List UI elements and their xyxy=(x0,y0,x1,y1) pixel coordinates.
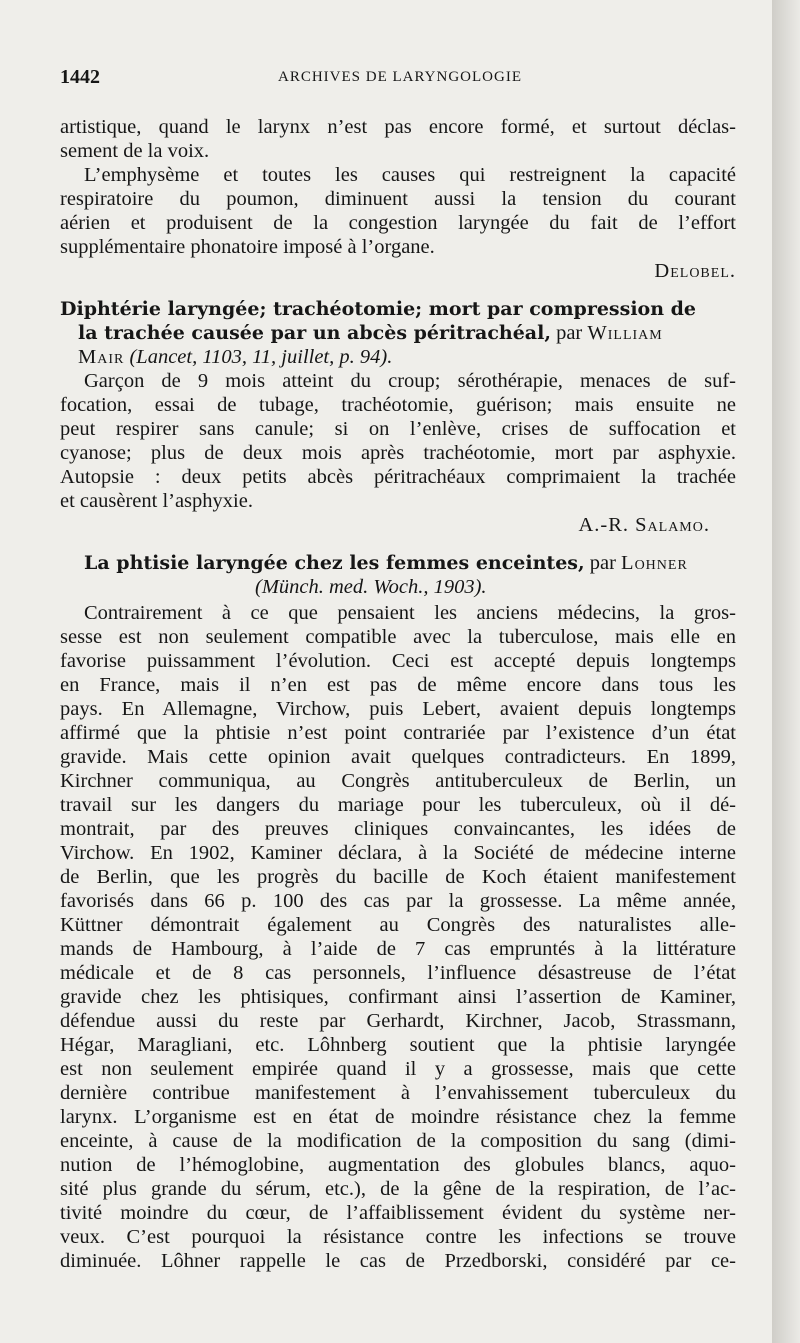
page-header xyxy=(60,66,740,94)
text-line: montrait, par des preuves cliniques convaincantes, les idées de xyxy=(60,818,736,840)
text-line: cyanose; plus de deux mois après trachéotomie, mort par asphyxie. xyxy=(60,442,736,464)
text-line: médicale et de 8 cas personnels, l’influence désastreuse de l’état xyxy=(60,962,736,984)
text-line: défendue aussi du reste par Gerhardt, Kirchner, Jacob, Strassmann, xyxy=(60,1010,736,1032)
text-line: diminuée. Lôhner rappelle le cas de Przedborski, considéré par ce- xyxy=(60,1250,736,1272)
text-line: peut respirer sans canule; si on l’enlève, crises de suffocation et xyxy=(60,418,736,440)
signature-delobel: Delobel. xyxy=(654,260,736,282)
text-line: respiratoire du poumon, diminuent aussi la tension du courant xyxy=(60,188,736,210)
text-line: en France, mais il n’en est pas de même encore dans tous les xyxy=(60,674,736,696)
text-line: tivité moindre du cœur, de l’affaiblissement évident du système ner- xyxy=(60,1202,736,1224)
text-line: supplémentaire phonatoire imposé à l’organe. xyxy=(60,236,435,258)
text-line: Küttner démontrait également au Congrès des naturalistes alle- xyxy=(60,914,736,936)
text-line: Autopsie : deux petits abcès péritrachéaux comprimaient la trachée xyxy=(60,466,736,488)
text-line: Virchow. En 1902, Kaminer déclara, à la Société de médecine interne xyxy=(60,842,736,864)
page-number: 1442 xyxy=(60,66,100,88)
text-line: larynx. L’organisme est en état de moindre résistance chez la femme xyxy=(60,1106,736,1128)
page-edge xyxy=(772,0,800,1343)
signature-salamo: A.-R. Salamo. xyxy=(578,514,710,536)
text-line: dernière contribue manifestement à l’envahissement tuberculeux du xyxy=(60,1082,736,1104)
author-name: William xyxy=(587,322,663,344)
text-line: gravide. Mais cette opinion avait quelques contradicteurs. En 1899, xyxy=(60,746,736,768)
text-line: favorise puissamment l’évolution. Ceci est accepté depuis longtemps xyxy=(60,650,736,672)
text-line: et causèrent l’asphyxie. xyxy=(60,490,253,512)
text-line: gravide chez les phtisiques, confirmant ainsi l’assertion de Kaminer, xyxy=(60,986,736,1008)
text-line: Kirchner communiqua, au Congrès antituberculeux de Berlin, un xyxy=(60,770,736,792)
article-source: (Münch. med. Woch., 1903). xyxy=(255,576,487,598)
text-line: focation, essai de tubage, trachéotomie, guérison; mais ensuite ne xyxy=(60,394,736,416)
text-line: Garçon de 9 mois atteint du croup; sérothérapie, menaces de suf- xyxy=(84,370,736,392)
text-line: sesse est non seulement compatible avec la tuberculose, mais elle en xyxy=(60,626,736,648)
text-line: enceinte, à cause de la modification de la composition du sang (dimi- xyxy=(60,1130,736,1152)
text-line: pays. En Allemagne, Virchow, puis Lebert, avaient depuis longtemps xyxy=(60,698,736,720)
text-line: affirmé que la phtisie n’est point contrariée par l’existence d’un état xyxy=(60,722,736,744)
text-line: est non seulement empirée quand il y a grossesse, mais que cette xyxy=(60,1058,736,1080)
article-source: Mair (Lancet, 1103, 11, juillet, p. 94). xyxy=(78,346,393,368)
article-title: La phtisie laryngée chez les femmes enceintes, par Lohner xyxy=(84,552,688,574)
author-name: Lohner xyxy=(621,552,688,574)
text-line: Contrairement à ce que pensaient les anciens médecins, la gros- xyxy=(84,602,736,624)
text-line: aérien et produisent de la congestion laryngée du fait de l’effort xyxy=(60,212,736,234)
text-line: nution de l’hémoglobine, augmentation des globules blancs, aquo- xyxy=(60,1154,736,1176)
text-line: de Berlin, que les progrès du bacille de Koch étaient manifestement xyxy=(60,866,736,888)
article-title: Diphtérie laryngée; trachéotomie; mort par compression de xyxy=(60,298,697,320)
text-line: travail sur les dangers du mariage pour les tuberculeux, où il dé- xyxy=(60,794,736,816)
text-line: favorisés dans 66 p. 100 des cas par la grossesse. La même année, xyxy=(60,890,736,912)
text-line: veux. C’est pourquoi la résistance contre les infections se trouve xyxy=(60,1226,736,1248)
article-title-cont: la trachée causée par un abcès péritrachéal, par William xyxy=(78,322,663,344)
text-line: sement de la voix. xyxy=(60,140,210,162)
text-line: Hégar, Maragliani, etc. Lôhnberg soutient que la phtisie laryngée xyxy=(60,1034,736,1056)
text-line: sité plus grande du sérum, etc.), de la gêne de la respiration, de l’ac- xyxy=(60,1178,736,1200)
text-line: mands de Hambourg, à l’aide de 7 cas empruntés à la littérature xyxy=(60,938,736,960)
running-head: ARCHIVES DE LARYNGOLOGIE xyxy=(278,69,522,85)
text-line: artistique, quand le larynx n’est pas encore formé, et surtout déclas- xyxy=(60,116,736,138)
text-line: L’emphysème et toutes les causes qui restreignent la capacité xyxy=(84,164,736,186)
